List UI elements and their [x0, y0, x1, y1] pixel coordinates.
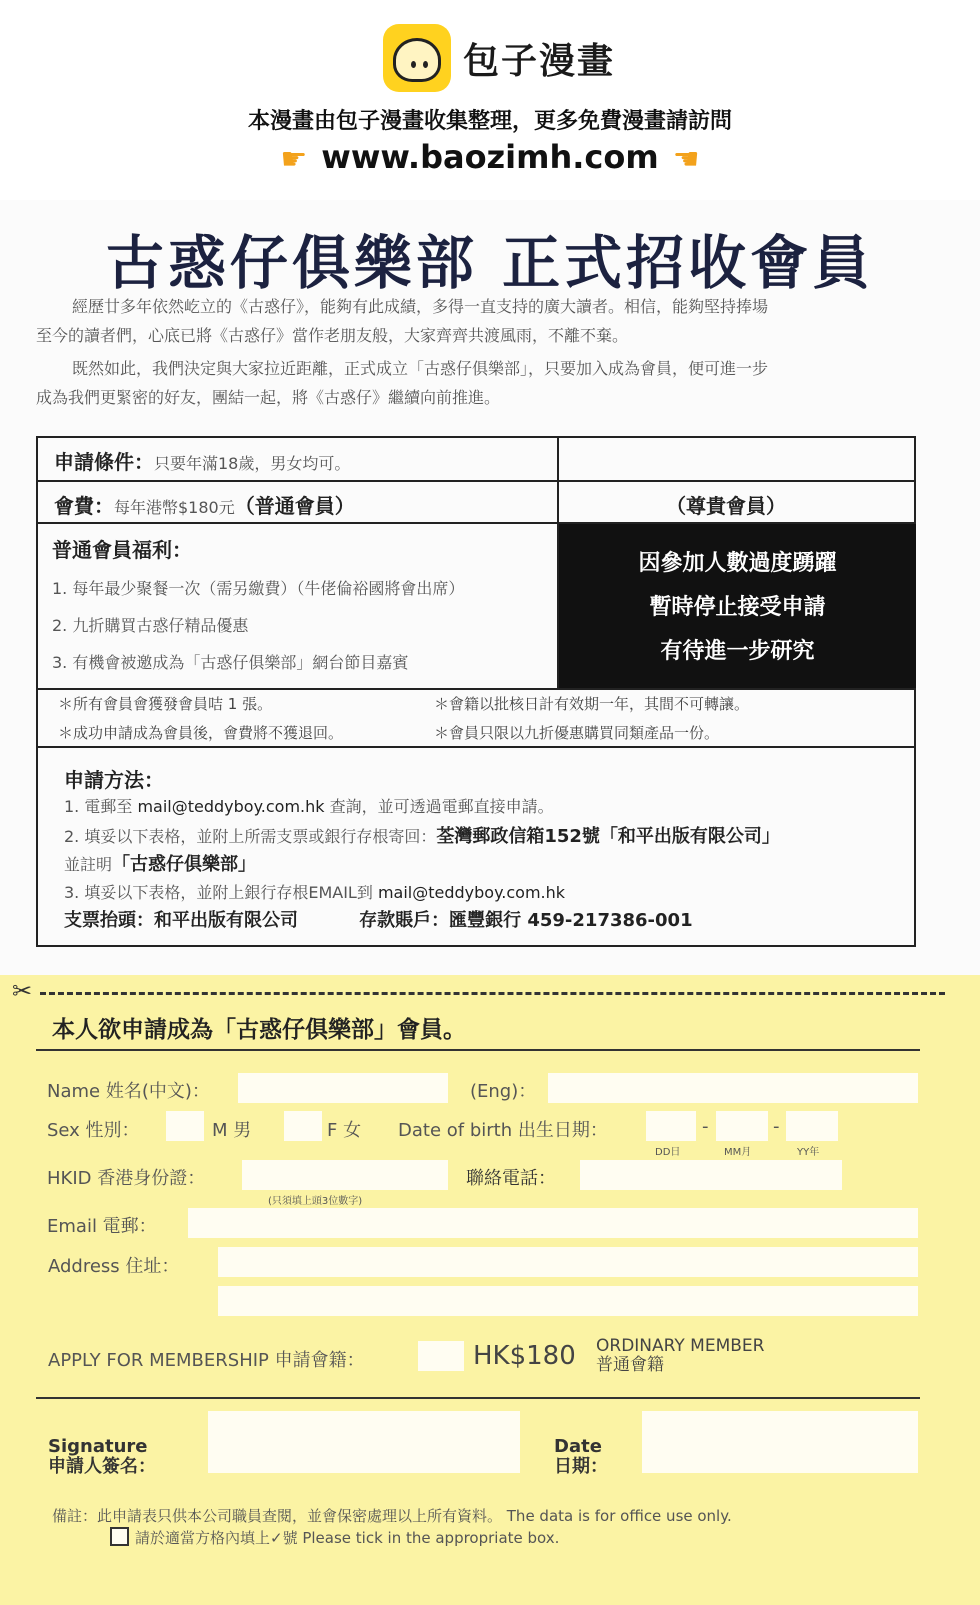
name-label: Name 姓名(中文)：	[47, 1081, 210, 1102]
apply-label: APPLY FOR MEMBERSHIP 申請會籍：	[48, 1350, 365, 1371]
membership-type	[596, 1337, 764, 1375]
method-2	[64, 822, 780, 848]
membership-price: HK$180	[473, 1341, 576, 1371]
notice-line: 因參加人數過度踴躍	[638, 551, 837, 576]
dob-month-field[interactable]	[716, 1111, 768, 1141]
method-text: 2. 填妥以下表格，並附上所需支票或銀行存根寄回：	[64, 827, 437, 846]
signature-label	[48, 1437, 156, 1477]
address-label: Address 住址：	[48, 1256, 180, 1277]
bank-account: 存款賬戶：匯豐銀行 459-217386-001	[359, 910, 693, 931]
date-separator: -	[702, 1116, 709, 1137]
signature-zh: 申請人簽名：	[48, 1456, 156, 1477]
address-field-line-1[interactable]	[218, 1247, 918, 1277]
hkid-hint: (只須填上頭3位數字)	[268, 1196, 363, 1207]
phone-label: 聯絡電話：	[466, 1168, 556, 1189]
club-name: 「古惑仔俱樂部」	[112, 854, 257, 875]
membership-checkbox[interactable]	[418, 1341, 464, 1371]
premium-label-cell	[666, 490, 786, 519]
cut-line	[40, 992, 945, 995]
benefit-item: 2. 九折購買古惑仔精品優惠	[52, 616, 249, 635]
benefits-title: 普通會員福利：	[52, 538, 192, 562]
checkbox-sample-icon	[110, 1527, 129, 1546]
dd-hint: DD日	[655, 1147, 681, 1158]
brand[interactable]	[383, 24, 615, 92]
female-checkbox[interactable]	[284, 1111, 322, 1141]
membership-table	[36, 436, 916, 947]
fee-label: 會費：	[54, 494, 114, 518]
email-link[interactable]: mail@teddyboy.com.hk	[137, 797, 325, 816]
scissors-icon: ✂	[12, 977, 33, 1005]
method-1	[64, 794, 554, 817]
divider	[38, 688, 914, 690]
intro-text: 既然如此，我們決定與大家拉近距離，正式成立「古惑仔俱樂部」，只要加入成為會員，便可進一步	[72, 359, 769, 378]
site-banner	[0, 0, 980, 200]
signature-field[interactable]	[208, 1411, 520, 1473]
method-text: 查詢，並可透過電郵直接申請。	[329, 797, 554, 816]
phone-field[interactable]	[580, 1160, 842, 1190]
fee-row	[54, 490, 355, 519]
conditions-row	[54, 446, 350, 475]
notice-line: 有待進一步研究	[660, 639, 815, 664]
method-title: 申請方法：	[64, 768, 164, 792]
divider	[36, 1049, 920, 1051]
fee-text: 每年港幣$180元	[114, 498, 235, 517]
method-3	[64, 880, 565, 903]
date-zh: 日期：	[554, 1456, 608, 1477]
date-label	[554, 1437, 608, 1477]
poster-headline: 古惑仔俱樂部 正式招收會員	[105, 229, 875, 297]
hkid-label: HKID 香港身份證：	[47, 1168, 206, 1189]
email-label: Email 電郵：	[47, 1216, 157, 1237]
yy-hint: YY年	[797, 1147, 820, 1158]
footnote-tick-text: 請於適當方格內填上✓號 Please tick in the appropriate box.	[135, 1529, 560, 1547]
pointing-right-hand-icon: ☛	[280, 141, 308, 177]
benefits-title-cell	[52, 534, 192, 563]
chinese-name-field[interactable]	[238, 1073, 448, 1103]
pointing-left-hand-icon: ☚	[672, 141, 700, 177]
benefit-item: 3. 有機會被邀成為「古惑仔俱樂部」網台節目嘉賓	[52, 653, 409, 672]
eng-label: (Eng)：	[470, 1081, 537, 1102]
intro-text: 成為我們更緊密的好友，團結一起，將《古惑仔》繼續向前推進。	[36, 388, 501, 407]
brand-name: 包子漫畫	[463, 40, 616, 82]
english-name-field[interactable]	[548, 1073, 918, 1103]
divider	[38, 480, 914, 482]
female-label: F 女	[327, 1120, 362, 1141]
member-type-en: ORDINARY MEMBER	[596, 1336, 765, 1356]
method-2-note	[64, 850, 256, 876]
application-form	[0, 975, 980, 1605]
date-en: Date	[554, 1436, 602, 1457]
mm-hint: MM月	[724, 1147, 752, 1158]
signature-en: Signature	[48, 1436, 148, 1457]
recruitment-poster	[0, 200, 980, 975]
method-text: 1. 電郵至	[64, 797, 133, 816]
form-title: 本人欲申請成為「古惑仔俱樂部」會員。	[52, 1017, 466, 1043]
note-item: ＊所有會員會獲發會員咭 1 張。	[58, 695, 273, 713]
email-field[interactable]	[188, 1208, 918, 1238]
member-type-zh: 普通會籍	[596, 1355, 664, 1375]
mailing-address: 荃灣郵政信箱152號「和平出版有限公司」	[436, 826, 780, 847]
footnote-tick	[110, 1527, 559, 1548]
dob-year-field[interactable]	[786, 1111, 838, 1141]
male-checkbox[interactable]	[166, 1111, 204, 1141]
premium-suspended-notice	[559, 524, 916, 688]
banner-notice: 本漫畫由包子漫畫收集整理，更多免費漫畫請訪問	[247, 109, 732, 134]
intro-text: 至今的讀者們，心底已將《古惑仔》當作老朋友般，大家齊齊共渡風雨，不離不棄。	[36, 326, 629, 345]
note-item: ＊會員只限以九折優惠購買同類產品一份。	[434, 724, 720, 742]
date-separator: -	[773, 1116, 780, 1137]
sex-label: Sex 性別：	[47, 1120, 140, 1141]
email-link[interactable]: mail@teddyboy.com.hk	[377, 883, 566, 902]
fee-tier: （普通會員）	[234, 494, 355, 518]
footnote-privacy: 備註：此申請表只供本公司職員查閱，並會保密處理以上所有資料。 The data is for office use only.	[52, 1507, 732, 1525]
notice-line: 暫時停止接受申請	[649, 595, 826, 620]
banner-url-row	[0, 138, 980, 177]
benefit-item: 1. 每年最少聚餐一次（需另繳費）（牛佬倫裕國將會出席）	[52, 579, 465, 598]
address-field-line-2[interactable]	[218, 1286, 918, 1316]
site-url-link[interactable]: www.baozimh.com	[321, 138, 659, 176]
note-item: ＊成功申請成為會員後，會費將不獲退回。	[58, 724, 344, 742]
divider	[38, 746, 914, 748]
divider	[36, 1397, 920, 1399]
date-field[interactable]	[642, 1411, 918, 1473]
conditions-label: 申請條件：	[54, 450, 154, 474]
payment-info	[64, 906, 693, 932]
method-text: 3. 填妥以下表格，並附上銀行存根EMAIL到	[64, 883, 373, 902]
intro-paragraph-2	[36, 354, 926, 412]
dob-day-field[interactable]	[646, 1111, 696, 1141]
male-label: M 男	[212, 1120, 252, 1141]
method-text: 並註明	[64, 855, 113, 874]
intro-text: 經歷廿多年依然屹立的《古惑仔》，能夠有此成績，多得一直支持的廣大讀者。相信，能夠堅持捧場	[72, 297, 769, 316]
note-item: ＊會籍以批核日計有效期一年，其間不可轉讓。	[434, 695, 750, 713]
cheque-payee: 支票抬頭：和平出版有限公司	[64, 910, 298, 931]
intro-paragraph-1	[36, 292, 926, 350]
baozi-logo-icon	[383, 24, 451, 92]
hkid-field[interactable]	[242, 1160, 448, 1190]
premium-label: （尊貴會員）	[666, 494, 786, 518]
conditions-text: 只要年滿18歲，男女均可。	[154, 454, 351, 473]
dob-label: Date of birth 出生日期：	[398, 1120, 608, 1141]
